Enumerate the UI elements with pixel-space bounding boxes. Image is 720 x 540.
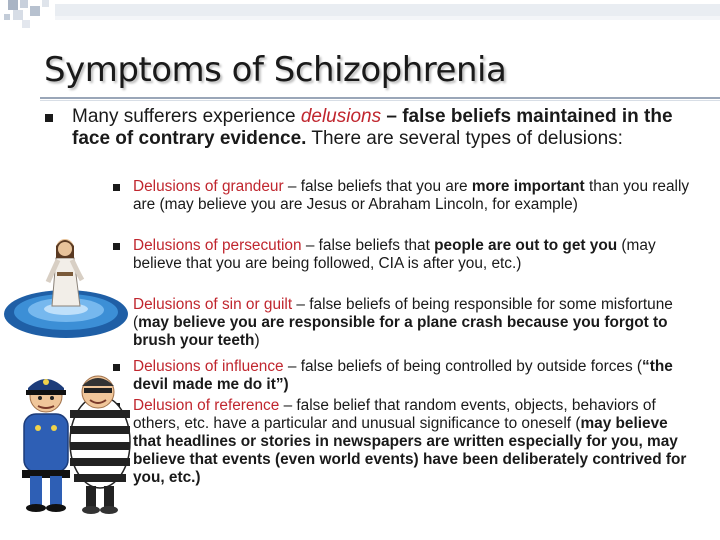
figure-on-water-illustration: [2, 228, 132, 348]
item-term: Delusions of influence: [133, 358, 284, 375]
item-text: (may believe that you are being followed, CIA is after you, etc.): [133, 237, 656, 272]
list-item: [133, 397, 693, 487]
bullet-square-icon: [113, 184, 120, 191]
main-text-pre: Many sufferers experience: [72, 106, 301, 127]
item-text: – false belief that random events, objects, behaviors of others, etc. have a particular and unusual significance to oneself (: [133, 397, 656, 432]
title-divider: [40, 97, 720, 99]
list-item: [133, 237, 693, 273]
item-term: Delusions of persecution: [133, 237, 302, 254]
bullet-square-icon: [45, 114, 53, 122]
decorative-squares-icon: [0, 0, 720, 40]
list-item: [133, 178, 693, 214]
main-text-bold: – false beliefs maintained in the face of contrary evidence.: [72, 106, 673, 149]
item-text: – false beliefs of being responsible for some misfortune (: [133, 296, 673, 331]
main-term: delusions: [300, 106, 382, 127]
police-and-prisoner-illustration: [18, 370, 136, 520]
item-text: – false beliefs of being controlled by outside forces (: [283, 358, 643, 375]
item-emphasis: may believe that headlines or stories in newspapers are written especially for you, may believe that events (even world events) have been deliberately contrived for you, etc.): [133, 415, 687, 486]
item-text: than you really are (may believe you are Jesus or Abraham Lincoln, for example): [133, 178, 690, 213]
item-emphasis: more important: [471, 178, 585, 195]
item-emphasis: may believe you are responsible for a plane crash because you forgot to brush your teeth: [133, 314, 668, 349]
main-bullet-text: [72, 106, 682, 150]
item-text: ): [254, 332, 260, 349]
item-term: Delusions of sin or guilt: [133, 296, 293, 313]
item-term: Delusion of reference: [133, 397, 280, 414]
item-text: – false beliefs that: [301, 237, 435, 254]
item-emphasis: “the devil made me do it”): [133, 358, 673, 393]
page-title: Symptoms of Schizophrenia: [44, 50, 507, 90]
list-item: [133, 358, 693, 394]
item-term: Delusions of grandeur: [133, 178, 284, 195]
item-emphasis: people are out to get you: [434, 237, 618, 254]
main-text-tail: There are several types of delusions:: [306, 128, 623, 149]
title-divider-shadow: [40, 100, 720, 101]
list-item: [133, 296, 693, 350]
item-text: – false beliefs that you are: [283, 178, 472, 195]
